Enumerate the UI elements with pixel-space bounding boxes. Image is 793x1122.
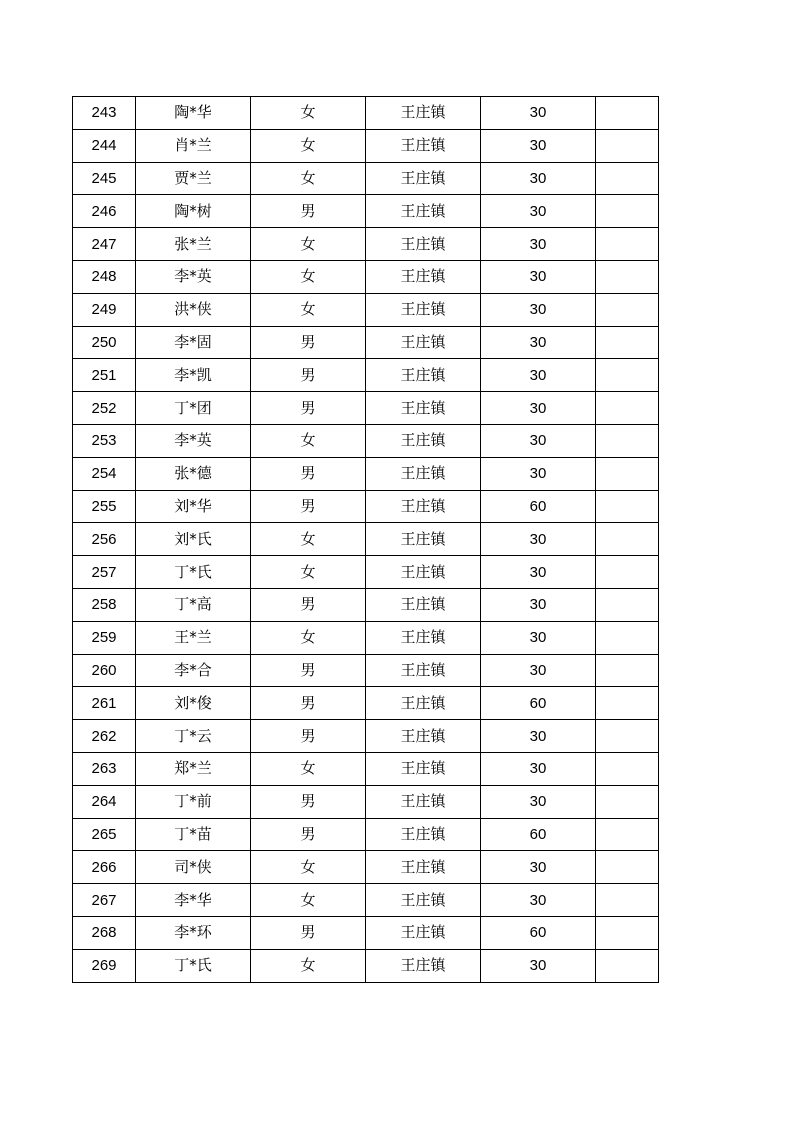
amount-cell: 30	[481, 588, 596, 621]
row-number-cell: 264	[73, 785, 136, 818]
table-row	[73, 916, 659, 949]
row-number-cell: 259	[73, 621, 136, 654]
remark-cell	[596, 752, 659, 785]
amount-cell: 30	[481, 523, 596, 556]
table-row	[73, 97, 659, 130]
table-row	[73, 326, 659, 359]
row-number-cell: 254	[73, 457, 136, 490]
gender-cell: 男	[251, 687, 366, 720]
row-number-cell: 263	[73, 752, 136, 785]
amount-cell: 30	[481, 720, 596, 753]
person-name-cell: 洪*侠	[136, 293, 251, 326]
remark-cell	[596, 621, 659, 654]
person-name-cell: 刘*俊	[136, 687, 251, 720]
table-row	[73, 851, 659, 884]
gender-cell: 女	[251, 260, 366, 293]
gender-cell: 男	[251, 654, 366, 687]
person-name-cell: 李*固	[136, 326, 251, 359]
remark-cell	[596, 884, 659, 917]
table-row	[73, 687, 659, 720]
amount-cell: 30	[481, 621, 596, 654]
remark-cell	[596, 195, 659, 228]
gender-cell: 女	[251, 162, 366, 195]
town-cell: 王庄镇	[366, 818, 481, 851]
town-cell: 王庄镇	[366, 949, 481, 982]
remark-cell	[596, 556, 659, 589]
amount-cell: 30	[481, 654, 596, 687]
town-cell: 王庄镇	[366, 293, 481, 326]
remark-cell	[596, 916, 659, 949]
person-name-cell: 丁*氏	[136, 556, 251, 589]
gender-cell: 女	[251, 752, 366, 785]
row-number-cell: 256	[73, 523, 136, 556]
town-cell: 王庄镇	[366, 556, 481, 589]
gender-cell: 女	[251, 851, 366, 884]
table-row	[73, 260, 659, 293]
amount-cell: 60	[481, 490, 596, 523]
row-number-cell: 246	[73, 195, 136, 228]
amount-cell: 60	[481, 818, 596, 851]
town-cell: 王庄镇	[366, 260, 481, 293]
remark-cell	[596, 392, 659, 425]
town-cell: 王庄镇	[366, 785, 481, 818]
town-cell: 王庄镇	[366, 424, 481, 457]
person-name-cell: 李*环	[136, 916, 251, 949]
person-name-cell: 张*德	[136, 457, 251, 490]
remark-cell	[596, 654, 659, 687]
person-name-cell: 张*兰	[136, 228, 251, 261]
table-row	[73, 556, 659, 589]
town-cell: 王庄镇	[366, 588, 481, 621]
remark-cell	[596, 851, 659, 884]
gender-cell: 女	[251, 523, 366, 556]
row-number-cell: 262	[73, 720, 136, 753]
person-name-cell: 丁*高	[136, 588, 251, 621]
table-row	[73, 162, 659, 195]
row-number-cell: 244	[73, 129, 136, 162]
remark-cell	[596, 523, 659, 556]
row-number-cell: 261	[73, 687, 136, 720]
gender-cell: 女	[251, 556, 366, 589]
remark-cell	[596, 129, 659, 162]
town-cell: 王庄镇	[366, 851, 481, 884]
gender-cell: 女	[251, 293, 366, 326]
gender-cell: 女	[251, 621, 366, 654]
table-row	[73, 884, 659, 917]
gender-cell: 男	[251, 195, 366, 228]
row-number-cell: 265	[73, 818, 136, 851]
town-cell: 王庄镇	[366, 654, 481, 687]
town-cell: 王庄镇	[366, 97, 481, 130]
town-cell: 王庄镇	[366, 326, 481, 359]
person-name-cell: 丁*团	[136, 392, 251, 425]
amount-cell: 30	[481, 457, 596, 490]
amount-cell: 30	[481, 326, 596, 359]
gender-cell: 女	[251, 129, 366, 162]
person-name-cell: 陶*树	[136, 195, 251, 228]
town-cell: 王庄镇	[366, 884, 481, 917]
person-name-cell: 郑*兰	[136, 752, 251, 785]
person-name-cell: 李*英	[136, 260, 251, 293]
roster-table	[72, 96, 659, 983]
amount-cell: 30	[481, 785, 596, 818]
gender-cell: 男	[251, 916, 366, 949]
row-number-cell: 250	[73, 326, 136, 359]
amount-cell: 30	[481, 228, 596, 261]
person-name-cell: 李*凯	[136, 359, 251, 392]
row-number-cell: 268	[73, 916, 136, 949]
row-number-cell: 245	[73, 162, 136, 195]
person-name-cell: 丁*苗	[136, 818, 251, 851]
roster-table-body	[73, 97, 659, 983]
remark-cell	[596, 588, 659, 621]
amount-cell: 30	[481, 195, 596, 228]
person-name-cell: 丁*云	[136, 720, 251, 753]
row-number-cell: 267	[73, 884, 136, 917]
table-row	[73, 621, 659, 654]
town-cell: 王庄镇	[366, 523, 481, 556]
gender-cell: 男	[251, 588, 366, 621]
amount-cell: 30	[481, 359, 596, 392]
town-cell: 王庄镇	[366, 490, 481, 523]
row-number-cell: 252	[73, 392, 136, 425]
table-row	[73, 588, 659, 621]
amount-cell: 30	[481, 392, 596, 425]
table-row	[73, 228, 659, 261]
town-cell: 王庄镇	[366, 457, 481, 490]
amount-cell: 30	[481, 162, 596, 195]
amount-cell: 30	[481, 884, 596, 917]
row-number-cell: 266	[73, 851, 136, 884]
amount-cell: 30	[481, 424, 596, 457]
gender-cell: 男	[251, 392, 366, 425]
town-cell: 王庄镇	[366, 916, 481, 949]
gender-cell: 女	[251, 884, 366, 917]
town-cell: 王庄镇	[366, 392, 481, 425]
gender-cell: 男	[251, 818, 366, 851]
gender-cell: 男	[251, 359, 366, 392]
person-name-cell: 李*华	[136, 884, 251, 917]
town-cell: 王庄镇	[366, 359, 481, 392]
amount-cell: 60	[481, 687, 596, 720]
remark-cell	[596, 359, 659, 392]
remark-cell	[596, 424, 659, 457]
table-row	[73, 785, 659, 818]
row-number-cell: 248	[73, 260, 136, 293]
person-name-cell: 贾*兰	[136, 162, 251, 195]
table-row	[73, 392, 659, 425]
remark-cell	[596, 490, 659, 523]
table-row	[73, 293, 659, 326]
table-row	[73, 129, 659, 162]
person-name-cell: 李*合	[136, 654, 251, 687]
person-name-cell: 陶*华	[136, 97, 251, 130]
row-number-cell: 255	[73, 490, 136, 523]
person-name-cell: 李*英	[136, 424, 251, 457]
remark-cell	[596, 949, 659, 982]
remark-cell	[596, 687, 659, 720]
table-row	[73, 654, 659, 687]
gender-cell: 男	[251, 490, 366, 523]
row-number-cell: 251	[73, 359, 136, 392]
table-row	[73, 720, 659, 753]
person-name-cell: 刘*氏	[136, 523, 251, 556]
amount-cell: 30	[481, 851, 596, 884]
table-row	[73, 818, 659, 851]
town-cell: 王庄镇	[366, 720, 481, 753]
person-name-cell: 司*侠	[136, 851, 251, 884]
gender-cell: 女	[251, 97, 366, 130]
gender-cell: 男	[251, 720, 366, 753]
person-name-cell: 丁*氏	[136, 949, 251, 982]
table-row	[73, 195, 659, 228]
town-cell: 王庄镇	[366, 228, 481, 261]
table-row	[73, 523, 659, 556]
remark-cell	[596, 326, 659, 359]
person-name-cell: 王*兰	[136, 621, 251, 654]
remark-cell	[596, 162, 659, 195]
town-cell: 王庄镇	[366, 162, 481, 195]
gender-cell: 男	[251, 326, 366, 359]
table-row	[73, 424, 659, 457]
gender-cell: 男	[251, 785, 366, 818]
row-number-cell: 243	[73, 97, 136, 130]
row-number-cell: 257	[73, 556, 136, 589]
amount-cell: 30	[481, 752, 596, 785]
remark-cell	[596, 457, 659, 490]
row-number-cell: 247	[73, 228, 136, 261]
gender-cell: 男	[251, 457, 366, 490]
row-number-cell: 269	[73, 949, 136, 982]
table-row	[73, 490, 659, 523]
gender-cell: 女	[251, 424, 366, 457]
remark-cell	[596, 97, 659, 130]
person-name-cell: 丁*前	[136, 785, 251, 818]
amount-cell: 30	[481, 97, 596, 130]
town-cell: 王庄镇	[366, 752, 481, 785]
gender-cell: 女	[251, 949, 366, 982]
person-name-cell: 肖*兰	[136, 129, 251, 162]
town-cell: 王庄镇	[366, 195, 481, 228]
amount-cell: 30	[481, 293, 596, 326]
remark-cell	[596, 818, 659, 851]
table-row	[73, 752, 659, 785]
table-row	[73, 949, 659, 982]
town-cell: 王庄镇	[366, 687, 481, 720]
row-number-cell: 258	[73, 588, 136, 621]
amount-cell: 30	[481, 556, 596, 589]
remark-cell	[596, 228, 659, 261]
remark-cell	[596, 260, 659, 293]
amount-cell: 30	[481, 260, 596, 293]
amount-cell: 30	[481, 129, 596, 162]
amount-cell: 30	[481, 949, 596, 982]
amount-cell: 60	[481, 916, 596, 949]
row-number-cell: 249	[73, 293, 136, 326]
table-row	[73, 359, 659, 392]
town-cell: 王庄镇	[366, 129, 481, 162]
row-number-cell: 260	[73, 654, 136, 687]
person-name-cell: 刘*华	[136, 490, 251, 523]
table-row	[73, 457, 659, 490]
row-number-cell: 253	[73, 424, 136, 457]
town-cell: 王庄镇	[366, 621, 481, 654]
remark-cell	[596, 720, 659, 753]
gender-cell: 女	[251, 228, 366, 261]
remark-cell	[596, 293, 659, 326]
remark-cell	[596, 785, 659, 818]
